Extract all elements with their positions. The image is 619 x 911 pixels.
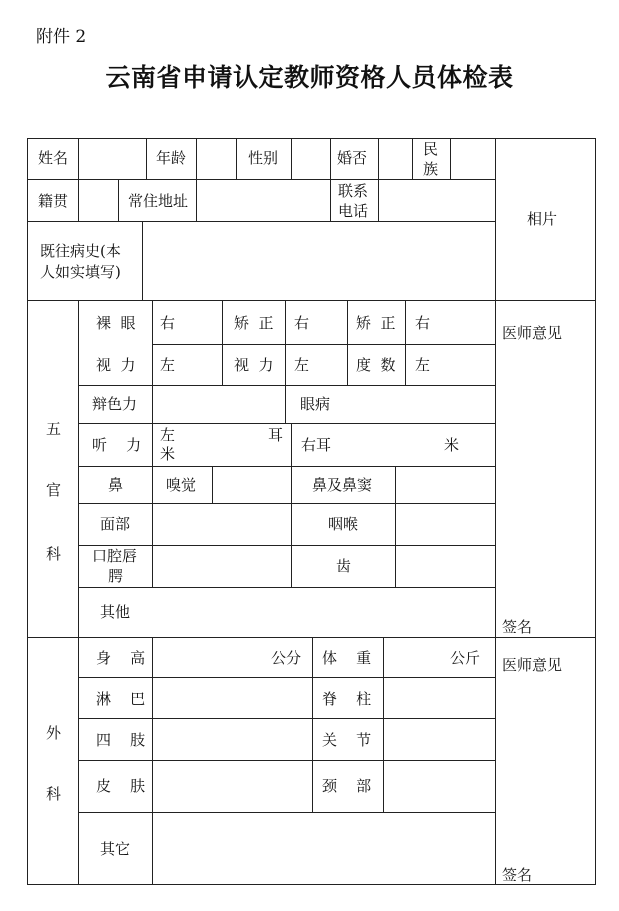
label-lymph: 淋 巴 [96,690,146,708]
line-r1-d [236,138,237,180]
label-throat: 咽喉 [328,515,359,533]
line-surg-1 [78,677,496,678]
label-spine: 脊 柱 [322,690,372,708]
ent-dept-1: 五 [46,420,62,438]
line-ent-6 [78,545,496,546]
label-limbs: 四 肢 [96,731,146,749]
ent-dept-2: 官 [46,481,62,499]
line-ent-c6 [405,300,406,386]
line-r1-a [78,138,79,222]
unit-cm: 公分 [271,649,302,667]
label-phone-2: 电话 [338,202,369,220]
line-ent-5 [78,503,496,504]
page-title: 云南省申请认定教师资格人员体检表 [105,63,514,92]
left-ear-1: 左 [160,426,176,444]
label-name: 姓名 [38,149,69,167]
line-r1-g [378,138,379,222]
line-r1-b [146,138,147,180]
line-ent-nose-a [212,466,213,504]
surg-signature: 签名 [502,866,533,884]
label-sinus: 鼻及鼻窦 [312,476,373,494]
label-smell: 嗅觉 [166,476,197,494]
label-photo: 相片 [527,210,558,228]
line-r2-b [196,179,197,222]
line-row2 [27,221,496,222]
line-ent-c5 [347,300,348,386]
naked-right: 右 [160,314,176,332]
left-ear-3: 米 [160,445,176,463]
line-surg-4 [78,812,496,813]
line-ent-3 [78,423,496,424]
line-ent-c3 [222,300,223,386]
line-ent-1 [152,344,496,345]
surg-doctor-opinion: 医师意见 [502,656,563,674]
line-surg-c2 [152,637,153,885]
label-skin: 皮 肤 [96,777,146,795]
line-top [27,138,596,139]
label-corrected: 矫 正 [234,314,274,332]
corrected-right: 右 [294,314,310,332]
line-r1-h [412,138,413,180]
label-vision-a: 视 力 [96,356,136,374]
ent-dept-3: 科 [46,545,62,563]
label-color-vision: 辩色力 [92,395,138,413]
line-ent-hear [291,423,292,467]
label-marital: 婚否 [337,149,368,167]
line-ent-7 [78,587,496,588]
ent-doctor-opinion: 医师意见 [502,324,563,342]
label-ent-other: 其他 [100,603,131,621]
label-correct-deg-1: 矫 正 [356,314,396,332]
line-ent-c2 [152,300,153,588]
label-correct-deg-2: 度 数 [356,356,396,374]
label-ethnic-1: 民 [423,140,439,158]
unit-kg: 公斤 [450,649,481,667]
label-age: 年龄 [156,149,187,167]
label-teeth: 齿 [336,557,352,575]
right-ear: 右耳 [301,436,332,454]
line-history [27,300,596,301]
line-right [595,138,596,885]
line-left [27,138,28,885]
label-eye-disease: 眼病 [300,395,331,413]
line-ent-c4 [285,300,286,424]
label-height: 身 高 [96,649,146,667]
right-ear-meter: 米 [444,436,460,454]
label-joints: 关 节 [322,731,372,749]
line-surg-2 [78,718,496,719]
line-r1-e [291,138,292,180]
line-ent-2 [78,385,496,386]
line-ent-4 [78,466,496,467]
line-ent-cat [78,300,79,885]
label-nose: 鼻 [108,476,124,494]
line-r1-f [330,138,331,222]
label-history-2: 人如实填写) [40,263,121,281]
degree-left: 左 [415,356,431,374]
line-r1-c [196,138,197,180]
label-native: 籍贯 [38,192,69,210]
label-naked-eye: 裸 眼 [96,314,136,332]
label-vision-b: 视 力 [234,356,274,374]
label-ethnic-2: 族 [423,160,439,178]
label-gender: 性别 [248,149,279,167]
line-hist [142,221,143,301]
label-hearing: 听 力 [92,436,142,454]
line-main-right [495,138,496,885]
line-surg-c4 [383,637,384,813]
label-surg-other: 其它 [100,840,131,858]
label-phone-1: 联系 [338,182,369,200]
line-surg-3 [78,760,496,761]
line-surg-c3 [312,637,313,813]
left-ear-2: 耳 [268,426,284,444]
surg-dept-1: 外 [46,724,62,742]
line-r2-a [118,179,119,222]
label-face: 面部 [100,515,131,533]
surg-dept-2: 科 [46,785,62,803]
label-neck: 颈 部 [322,777,372,795]
line-ent-nose-c [395,466,396,588]
label-lip-2: 腭 [108,567,124,585]
ent-signature: 签名 [502,618,533,636]
line-ent-nose-b [291,466,292,588]
label-weight: 体 重 [322,649,372,667]
label-history-1: 既往病史(本 [40,242,121,260]
line-r1-i [450,138,451,180]
label-lip-1: 口腔唇 [92,547,138,565]
degree-right: 右 [415,314,431,332]
naked-left: 左 [160,356,176,374]
attachment-label: 附件 2 [36,27,87,47]
corrected-left: 左 [294,356,310,374]
label-address: 常住地址 [128,192,189,210]
